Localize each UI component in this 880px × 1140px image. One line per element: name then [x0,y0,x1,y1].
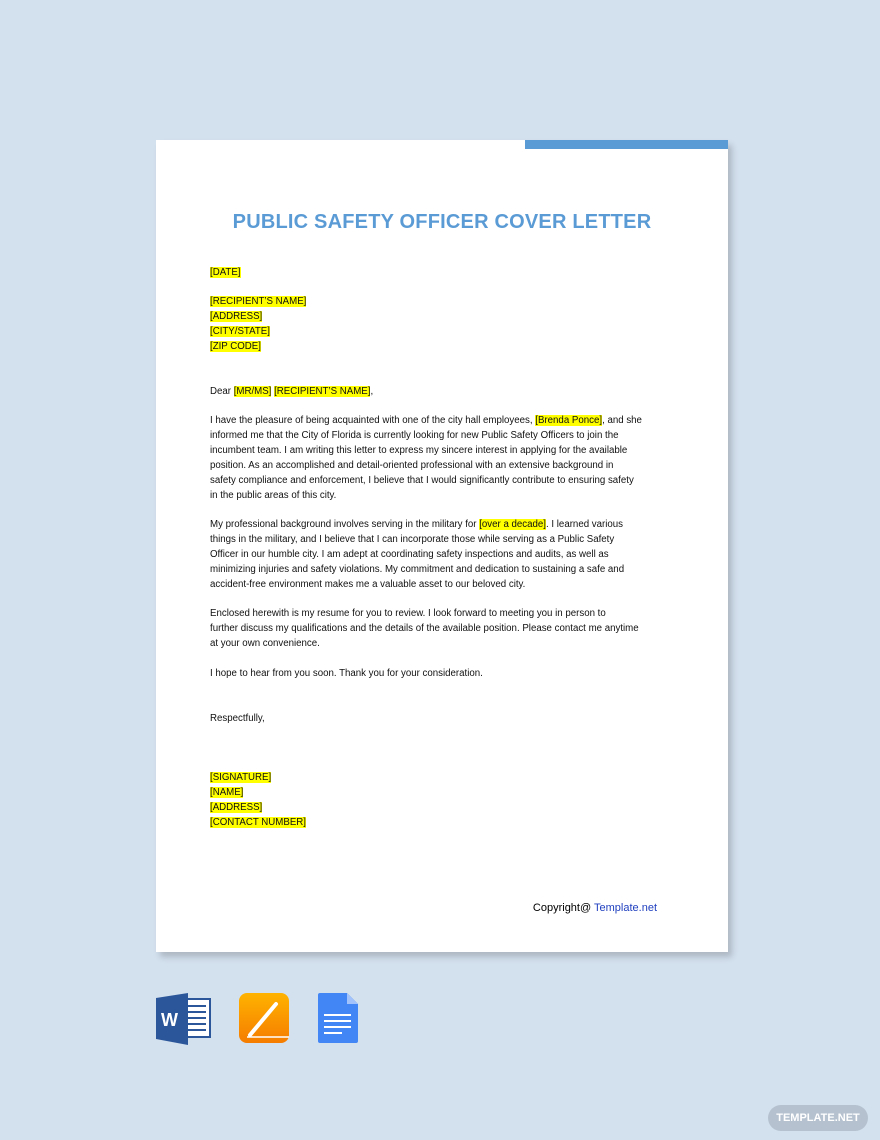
letter-block [210,384,373,399]
text-line [210,294,306,309]
text-line [210,265,241,280]
placeholder-field: [over a decade] [479,519,547,530]
letter-block [210,294,306,354]
google-docs-icon[interactable] [318,993,358,1043]
text-line [210,606,639,621]
text-line [210,770,306,785]
letter-block [210,666,483,681]
letter-block [210,265,241,280]
copyright-text: Copyright@ [532,902,595,914]
placeholder-field: [ADDRESS] [210,311,263,322]
placeholder-field: [NAME] [210,787,244,798]
text-line [210,443,642,458]
template-net-watermark[interactable]: TEMPLATE.NET [768,1105,868,1131]
text-segment: position. As an accomplished and detail-oriented professional with an extensive background in [210,460,614,471]
placeholder-field: [ADDRESS] [210,802,263,813]
svg-text:W: W [161,1010,178,1030]
letter-title: PUBLIC SAFETY OFFICER COVER LETTER [232,211,652,233]
placeholder-field: [RECIPIENT’S NAME] [274,386,371,397]
text-line [210,800,306,815]
word-icon[interactable] [156,993,210,1045]
placeholder-field: [MR/MS] [233,386,272,397]
text-line [210,413,642,428]
text-line [210,488,642,503]
text-segment: My professional background involves serving in the military for [210,519,480,530]
text-line [210,473,642,488]
text-line [210,666,483,681]
text-segment: Dear [210,386,234,397]
placeholder-field: [DATE] [210,267,241,278]
text-segment: safety compliance and enforcement, I believe that I would significantly contribute to ensuring safety [210,475,634,486]
letter-block [210,711,265,726]
pages-icon[interactable] [239,993,289,1043]
letter-block [210,413,642,503]
text-segment: I have the pleasure of being acquainted with one of the city hall employees, [210,415,536,426]
text-segment: incumbent team. I am writing this letter to express my sincere interest in applying for the available [210,445,628,456]
text-line [210,384,373,399]
placeholder-field: [RECIPIENT’S NAME] [210,296,307,307]
copyright [533,902,657,914]
text-line [210,785,306,800]
text-line [210,815,306,830]
text-line [210,339,306,354]
placeholder-field: [Brenda Ponce] [535,415,603,426]
text-segment: minimizing injuries and safety violations. My commitment and dedication to sustaining a safe and [210,564,625,575]
text-segment: . I learned various [546,519,624,530]
text-line [210,547,624,562]
format-icons [156,993,366,1050]
placeholder-field: [CITY/STATE] [210,326,270,337]
placeholder-field: [ZIP CODE] [210,341,261,352]
text-segment: at your own convenience. [210,638,320,649]
text-line [210,636,639,651]
text-line [210,621,639,636]
letter-block [210,517,624,592]
text-segment: informed me that the City of Florida is currently looking for new Public Safety Officers to join the [210,430,619,441]
text-segment: , and she [602,415,642,426]
text-segment: I hope to hear from you soon. Thank you for your consideration. [210,668,483,679]
text-segment: in the public areas of this city. [210,490,337,501]
template-link[interactable]: Template.net [594,902,657,914]
text-line [210,577,624,592]
text-segment: things in the military, and I believe that I can incorporate those while serving as a Public Safety [210,534,615,545]
text-segment: accident-free environment makes me a valuable asset to our beloved city. [210,579,526,590]
text-segment: Respectfully, [210,713,265,724]
text-line [210,517,624,532]
accent-bar [525,140,728,149]
letter-page [156,140,728,952]
text-line [210,309,306,324]
text-line [210,428,642,443]
text-segment: , [370,386,374,397]
letter-block [210,606,639,651]
text-line [210,532,624,547]
placeholder-field: [SIGNATURE] [210,772,272,783]
text-segment: Officer in our humble city. I am adept at coordinating safety inspections and audits, as well as [210,549,609,560]
text-segment: Enclosed herewith is my resume for you to review. I look forward to meeting you in person to [210,608,606,619]
placeholder-field: [CONTACT NUMBER] [210,817,306,828]
text-line [210,562,624,577]
letter-block [210,770,306,830]
text-line [210,458,642,473]
text-segment: further discuss my qualifications and the details of the available position. Please contact me anytime [210,623,639,634]
text-line [210,324,306,339]
text-line [210,711,265,726]
